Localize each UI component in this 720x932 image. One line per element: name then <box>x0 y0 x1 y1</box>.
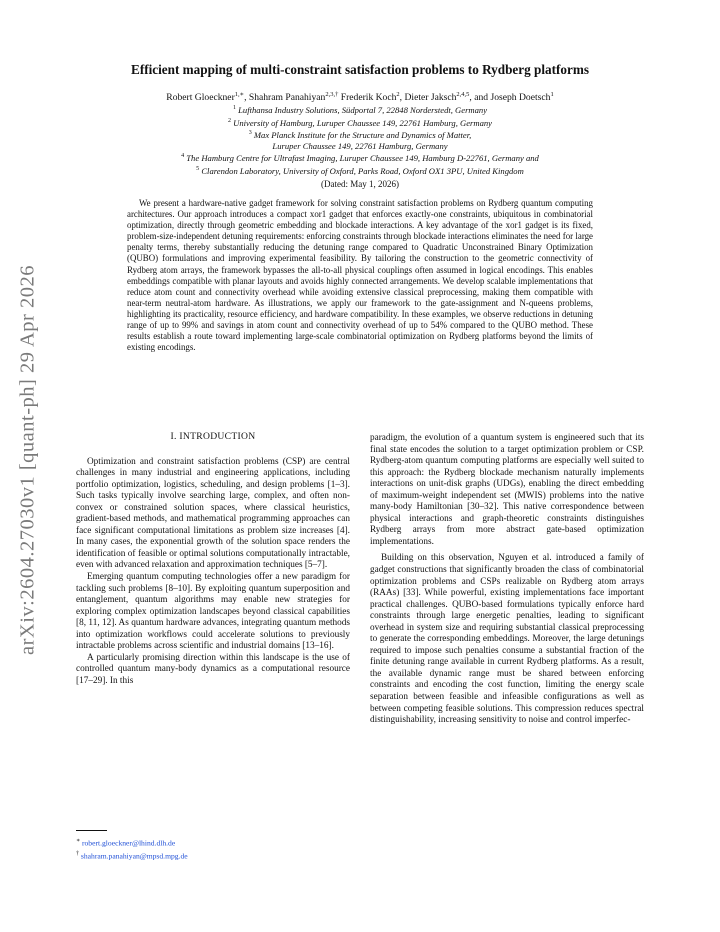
arxiv-identifier-stamp <box>8 245 48 675</box>
intro-paragraph: paradigm, the evolution of a quantum system is engineered such that its final state encodes the solution to a target optimization problem or CSP. Rydberg-atom quantum computing platforms are especially well suited to this approach: the Rydberg blockade mechanism naturally implements interactions on unit-disk graphs (UDGs), enabling the direct embedding of maximum-weight independent set (MWIS) problems into the native many-body Hamiltonian [30–32]. This native correspondence between physical interactions and graph-theoretic constraints distinguishes Rydberg arrays from more abstract gate-based optimization implementations. <box>370 433 644 547</box>
affiliation-text: The Hamburg Centre for Ultrafast Imaging, Luruper Chaussee 149, Hamburg D-22761, Germany and <box>186 153 539 164</box>
author-name: Dieter Jaksch <box>404 92 457 104</box>
arxiv-identifier-text: arXiv:2604.27030v1 [quant-ph] 29 Apr 2026 <box>16 264 39 656</box>
affiliation-line <box>60 128 660 141</box>
affiliation-text: University of Hamburg, Luruper Chaussee 149, 22761 Hamburg, Germany <box>233 117 492 128</box>
affiliation-number: 4 <box>181 153 185 160</box>
affiliation-line <box>60 164 660 177</box>
intro-paragraph: Optimization and constraint satisfaction problems (CSP) are central challenges in many industrial and engineering applications, including portfolio optimization, logistics, scheduling, and design problems [1–3]. Such tasks typically involve searching large, complex, and often non-convex or constrained solution spaces, where classical heuristics, gradient-based methods, and mathematical programming approaches can face significant computational limitations as problem size increases [4]. In many cases, the exponential growth of the solution space renders the identification of feasible or optimal solutions computationally intractable, even with advanced relaxation and approximation techniques [5–7]. <box>76 456 350 571</box>
affiliation-line <box>60 116 660 129</box>
footnotes <box>76 836 188 861</box>
affiliation-line <box>60 141 660 152</box>
affiliation-text: Luruper Chaussee 149, 22761 Hamburg, Germany <box>272 140 448 151</box>
right-column <box>370 433 644 727</box>
affiliation-number: 5 <box>196 165 200 172</box>
footnote-rule <box>76 830 107 831</box>
author-name: Joseph Doetsch <box>490 92 551 104</box>
intro-paragraph: Building on this observation, Nguyen et al. introduced a family of gadget constructions that significantly broaden the class of combinatorial optimization problems and CSPs realizable on Rydberg atom arrays (RAAs) [33]. While powerful, existing implementations face important practical challenges. QUBO-based formulations typically enforce hard constraints through large energetic penalties, leading to significant overhead in system size and requiring substantial classical preprocessing to generate the corresponding embeddings. Moreover, the large detunings required to impose such penalties consume a substantial fraction of the finite detuning range available in current Rydberg platforms. As a result, the available dynamic range must be shared between enforcing constraints and encoding the cost function, limiting the energy scale separation between feasible and infeasible configurations as well as between competing feasible solutions. This compression reduces spectral distinguishability, increasing sensitivity to noise and control imperfec- <box>370 553 644 726</box>
affiliation-line <box>60 151 660 164</box>
affiliation-text: Max Planck Institute for the Structure and Dynamics of Matter, <box>253 129 472 140</box>
footnote <box>76 849 188 862</box>
footnote-mark: ∗ <box>76 838 81 844</box>
abstract: We present a hardware-native gadget framework for solving constraint satisfaction problems on Rydberg quantum computing architectures. Our approach introduces a compact xor1 gadget that enforces exactly-one constraints, ubiquitous in combinatorial optimization, directly through geometric embedding and blockade interactions. A key advantage of the xor1 gadget is its fixed, problem-size-independent detuning requirements: enforcing constraints through blockade interactions eliminates the need for large penalty terms, thereby substantially reducing the detuning range compared to Quadratic Unconstrained Binary Optimization (QUBO) formulations and improving experimental feasibility. By tailoring the construction to the geometric connectivity of Rydberg atom arrays, the framework bypasses the all-to-all physical couplings often assumed in logical encodings. This enables embeddings compatible with planar layouts and avoids highly connected arrangements. We develop scalable implementations that reduce atom count and connectivity overhead while avoiding extensive classical preprocessing, making them compatible with near-term neutral-atom hardware. As illustrations, we apply our framework to the gate-assignment and N-queens problems, highlighting its practicality, resource efficiency, and hardware compatibility. In these examples, we observe reductions in detuning range of up to 99% and savings in atom count and connectivity overhead of up to 54% compared to the QUBO method. These results establish a route toward implementing large-scale combinatorial optimization on Rydberg platforms beyond the limits of existing encodings. <box>127 198 593 353</box>
section-heading: I. INTRODUCTION <box>170 431 256 442</box>
author-affiliation-mark: 2,3,† <box>325 91 339 98</box>
affiliation-line <box>60 103 660 116</box>
dated-line: (Dated: May 1, 2026) <box>321 179 399 189</box>
footnote-mark: † <box>76 850 79 857</box>
author-affiliation-mark: 2,4,5 <box>456 91 470 98</box>
affiliation-text: Lufthansa Industry Solutions, Südportal 7, 22848 Norderstedt, Germany <box>238 104 488 115</box>
left-column <box>76 427 350 687</box>
author-list: Robert Gloeckner$^{1,∗}$, Shahram Panahiyan$^{2,3,\dagger}$ Frederik Koch$^2$, Dieter Jaksch$^{2,4,5}$, and Joseph Doetsch$^1$ <box>166 91 554 104</box>
author-name: Robert Gloeckner <box>166 92 235 104</box>
intro-paragraph: A particularly promising direction within this landscape is the use of controlled quantum many-body dynamics as a computational resource [17–29]. In this <box>76 652 350 686</box>
paper-title: Efficient mapping of multi-constraint satisfaction problems to Rydberg platforms <box>131 62 589 77</box>
affiliation-text: Clarendon Laboratory, University of Oxford, Parks Road, Oxford OX1 3PU, United Kingdom <box>201 165 524 176</box>
email-link[interactable]: shahram.panahiyan@mpsd.mpg.de <box>80 851 188 861</box>
affiliation-number: 1 <box>232 105 236 111</box>
affiliation-list <box>60 103 660 177</box>
intro-paragraph: Emerging quantum computing technologies offer a new paradigm for tackling such problems [8–10]. By exploiting quantum superposition and entanglement, quantum algorithms may enable new strategies for exploring complex optimization landscapes beyond classical capabilities [8, 11, 12]. As quantum hardware advances, integrating quantum methods into optimization workflows could accelerate solutions to previously intractable problems across scientific and industrial domains [13–16]. <box>76 572 350 652</box>
email-link[interactable]: robert.gloeckner@lhind.dlh.de <box>81 838 176 848</box>
affiliation-number: 3 <box>248 130 252 137</box>
author-name: Frederik Koch <box>340 92 397 104</box>
author-name: Shahram Panahiyan <box>248 92 326 104</box>
affiliation-number: 2 <box>228 117 231 124</box>
author-affiliation-mark: 1,∗ <box>234 91 245 98</box>
footnote <box>76 836 188 849</box>
author-affiliation-mark: 2 <box>396 91 400 98</box>
author-affiliation-mark: 1 <box>550 91 554 98</box>
